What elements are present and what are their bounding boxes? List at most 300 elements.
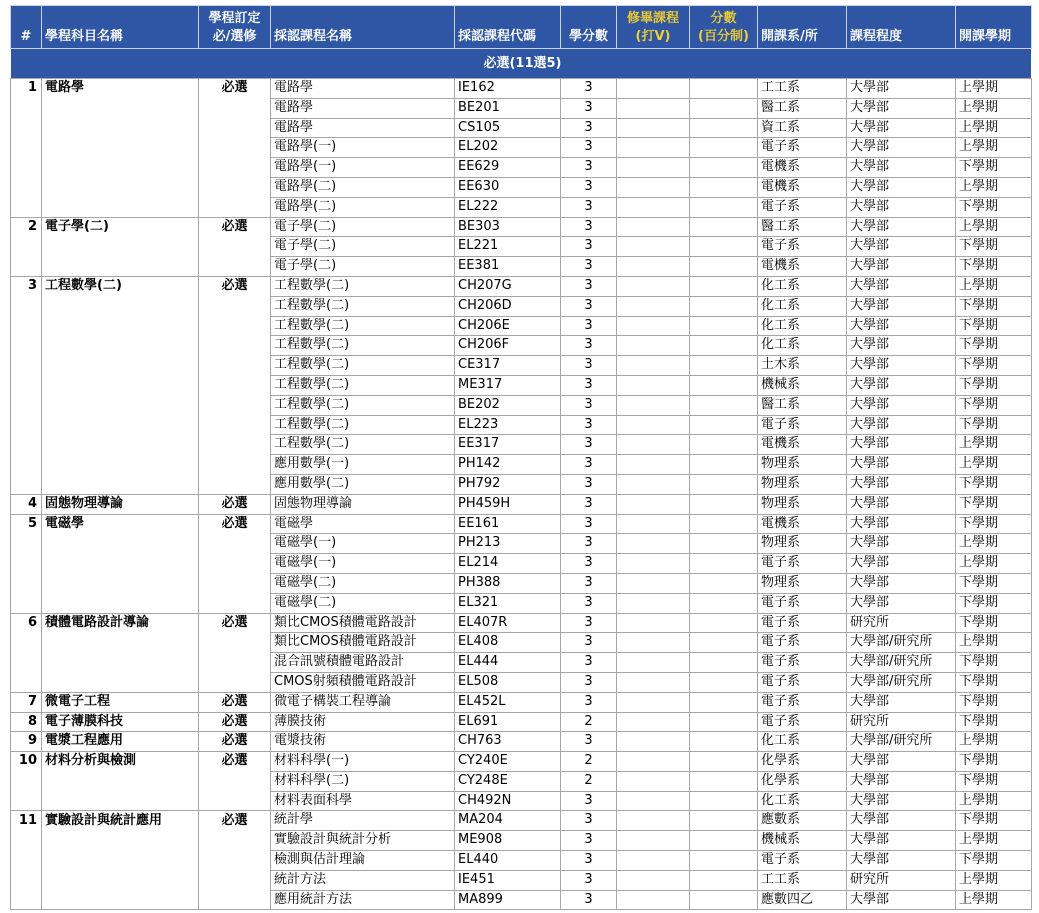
completed-checkbox-cell[interactable] [617, 435, 690, 455]
subject-name-cell [42, 633, 199, 653]
credits-cell: 3 [561, 375, 617, 395]
term-cell: 下學期 [956, 296, 1032, 316]
term-cell: 下學期 [956, 316, 1032, 336]
score-input-cell[interactable] [690, 633, 758, 653]
subject-name-cell [42, 534, 199, 554]
score-input-cell[interactable] [690, 474, 758, 494]
course-level-cell: 大學部 [847, 752, 956, 772]
group-number-cell: 11 [11, 811, 42, 831]
course-code-cell: CH206D [455, 296, 561, 316]
score-input-cell[interactable] [690, 276, 758, 296]
subject-name-cell [42, 554, 199, 574]
completed-checkbox-cell[interactable] [617, 692, 690, 712]
requirement-cell [199, 118, 271, 138]
term-cell: 下學期 [956, 237, 1032, 257]
credits-cell: 2 [561, 752, 617, 772]
credits-cell: 3 [561, 435, 617, 455]
score-input-cell[interactable] [690, 890, 758, 910]
credits-cell: 3 [561, 356, 617, 376]
department-cell: 工工系 [758, 79, 847, 99]
completed-checkbox-cell[interactable] [617, 455, 690, 475]
completed-checkbox-cell[interactable] [617, 593, 690, 613]
header-credits: 學分數 [561, 6, 617, 49]
course-level-cell: 大學部/研究所 [847, 653, 956, 673]
term-cell: 下學期 [956, 752, 1032, 772]
score-input-cell[interactable] [690, 435, 758, 455]
term-cell: 下學期 [956, 514, 1032, 534]
requirement-cell [199, 534, 271, 554]
requirement-cell [199, 98, 271, 118]
table-row [11, 177, 1032, 197]
completed-checkbox-cell[interactable] [617, 177, 690, 197]
credits-cell: 2 [561, 771, 617, 791]
credits-cell: 3 [561, 237, 617, 257]
completed-checkbox-cell[interactable] [617, 613, 690, 633]
course-level-cell: 大學部 [847, 831, 956, 851]
department-cell: 化工系 [758, 296, 847, 316]
requirement-cell [199, 870, 271, 890]
completed-checkbox-cell[interactable] [617, 375, 690, 395]
requirement-cell: 必選 [199, 494, 271, 514]
credits-cell: 3 [561, 870, 617, 890]
credits-cell: 2 [561, 712, 617, 732]
score-input-cell[interactable] [690, 811, 758, 831]
course-level-cell: 大學部 [847, 791, 956, 811]
table-row [11, 316, 1032, 336]
course-code-cell: PH792 [455, 474, 561, 494]
completed-checkbox-cell[interactable] [617, 732, 690, 752]
credits-cell: 3 [561, 534, 617, 554]
group-number-cell [11, 573, 42, 593]
department-cell: 物理系 [758, 474, 847, 494]
score-input-cell[interactable] [690, 593, 758, 613]
completed-checkbox-cell[interactable] [617, 336, 690, 356]
subject-name-cell: 固態物理導論 [42, 494, 199, 514]
score-input-cell[interactable] [690, 554, 758, 574]
score-input-cell[interactable] [690, 573, 758, 593]
score-input-cell[interactable] [690, 118, 758, 138]
subject-name-cell [42, 435, 199, 455]
course-level-cell: 大學部 [847, 336, 956, 356]
score-input-cell[interactable] [690, 870, 758, 890]
score-input-cell[interactable] [690, 217, 758, 237]
credits-cell: 3 [561, 474, 617, 494]
requirement-cell [199, 197, 271, 217]
header-num: # [11, 6, 42, 49]
course-name-cell: 工程數學(二) [271, 276, 455, 296]
score-input-cell[interactable] [690, 732, 758, 752]
course-code-cell: PH388 [455, 573, 561, 593]
credits-cell: 3 [561, 494, 617, 514]
course-code-cell: PH459H [455, 494, 561, 514]
subject-name-cell [42, 395, 199, 415]
table-row [11, 118, 1032, 138]
completed-checkbox-cell[interactable] [617, 771, 690, 791]
completed-checkbox-cell[interactable] [617, 851, 690, 871]
score-input-cell[interactable] [690, 672, 758, 692]
table-row [11, 79, 1032, 99]
subject-name-cell: 積體電路設計導論 [42, 613, 199, 633]
completed-checkbox-cell[interactable] [617, 494, 690, 514]
course-code-cell: CH492N [455, 791, 561, 811]
score-input-cell[interactable] [690, 356, 758, 376]
credits-cell: 3 [561, 98, 617, 118]
course-code-cell: EL408 [455, 633, 561, 653]
department-cell: 醫工系 [758, 98, 847, 118]
department-cell: 物理系 [758, 534, 847, 554]
course-code-cell: CH206E [455, 316, 561, 336]
course-level-cell: 大學部 [847, 435, 956, 455]
course-level-cell: 研究所 [847, 613, 956, 633]
completed-checkbox-cell[interactable] [617, 831, 690, 851]
department-cell: 應數四乙 [758, 890, 847, 910]
score-input-cell[interactable] [690, 138, 758, 158]
completed-checkbox-cell[interactable] [617, 752, 690, 772]
header-level: 課程程度 [847, 6, 956, 49]
course-name-cell: 工程數學(二) [271, 435, 455, 455]
completed-checkbox-cell[interactable] [617, 296, 690, 316]
course-code-cell: EL223 [455, 415, 561, 435]
course-code-cell: ME908 [455, 831, 561, 851]
table-row [11, 712, 1032, 732]
completed-checkbox-cell[interactable] [617, 138, 690, 158]
requirement-cell [199, 237, 271, 257]
table-row [11, 890, 1032, 910]
table-row [11, 573, 1032, 593]
requirement-cell [199, 653, 271, 673]
table-row [11, 692, 1032, 712]
course-name-cell: 電路學 [271, 79, 455, 99]
group-number-cell [11, 158, 42, 178]
group-number-cell [11, 336, 42, 356]
group-number-cell: 3 [11, 276, 42, 296]
score-input-cell[interactable] [690, 296, 758, 316]
group-number-cell [11, 98, 42, 118]
group-number-cell [11, 653, 42, 673]
course-name-cell: 工程數學(二) [271, 356, 455, 376]
table-row [11, 494, 1032, 514]
department-cell: 電子系 [758, 197, 847, 217]
score-input-cell[interactable] [690, 771, 758, 791]
group-number-cell [11, 554, 42, 574]
completed-checkbox-cell[interactable] [617, 653, 690, 673]
course-code-cell: EE317 [455, 435, 561, 455]
department-cell: 化工系 [758, 732, 847, 752]
group-number-cell [11, 138, 42, 158]
course-name-cell: 統計學 [271, 811, 455, 831]
subject-name-cell: 材料分析與檢測 [42, 752, 199, 772]
score-input-cell[interactable] [690, 514, 758, 534]
credits-cell: 3 [561, 811, 617, 831]
course-level-cell: 大學部 [847, 573, 956, 593]
completed-checkbox-cell[interactable] [617, 791, 690, 811]
course-name-cell: 電路學(二) [271, 197, 455, 217]
completed-checkbox-cell[interactable] [617, 514, 690, 534]
credits-cell: 3 [561, 672, 617, 692]
completed-checkbox-cell[interactable] [617, 158, 690, 178]
department-cell: 機械系 [758, 375, 847, 395]
score-input-cell[interactable] [690, 831, 758, 851]
completed-checkbox-cell[interactable] [617, 672, 690, 692]
subject-name-cell [42, 257, 199, 277]
requirement-cell: 必選 [199, 712, 271, 732]
requirement-cell [199, 395, 271, 415]
completed-checkbox-cell[interactable] [617, 79, 690, 99]
course-name-cell: 電磁學(二) [271, 573, 455, 593]
header-requirement-line1: 學程訂定 [208, 11, 261, 26]
table-row [11, 296, 1032, 316]
score-input-cell[interactable] [690, 653, 758, 673]
course-name-cell: 電子學(二) [271, 237, 455, 257]
subject-name-cell [42, 177, 199, 197]
score-input-cell[interactable] [690, 375, 758, 395]
completed-checkbox-cell[interactable] [617, 316, 690, 336]
requirement-cell [199, 316, 271, 336]
term-cell: 下學期 [956, 336, 1032, 356]
course-code-cell: CH763 [455, 732, 561, 752]
requirement-cell [199, 138, 271, 158]
group-number-cell [11, 455, 42, 475]
subject-name-cell: 電磁學 [42, 514, 199, 534]
term-cell: 上學期 [956, 217, 1032, 237]
subject-name-cell [42, 890, 199, 910]
term-cell: 下學期 [956, 474, 1032, 494]
group-number-cell [11, 851, 42, 871]
subject-name-cell [42, 455, 199, 475]
course-code-cell: EL691 [455, 712, 561, 732]
group-number-cell: 7 [11, 692, 42, 712]
completed-checkbox-cell[interactable] [617, 217, 690, 237]
completed-checkbox-cell[interactable] [617, 534, 690, 554]
table-row [11, 237, 1032, 257]
score-input-cell[interactable] [690, 395, 758, 415]
score-input-cell[interactable] [690, 415, 758, 435]
requirement-cell: 必選 [199, 752, 271, 772]
group-number-cell [11, 831, 42, 851]
group-number-cell [11, 534, 42, 554]
department-cell: 工工系 [758, 870, 847, 890]
course-name-cell: 電子學(二) [271, 257, 455, 277]
department-cell: 醫工系 [758, 217, 847, 237]
course-name-cell: 檢測與估計理論 [271, 851, 455, 871]
department-cell: 物理系 [758, 455, 847, 475]
course-name-cell: 工程數學(二) [271, 336, 455, 356]
course-code-cell: EL407R [455, 613, 561, 633]
course-code-cell: CH207G [455, 276, 561, 296]
group-number-cell [11, 395, 42, 415]
department-cell: 電子系 [758, 237, 847, 257]
score-input-cell[interactable] [690, 257, 758, 277]
term-cell: 上學期 [956, 554, 1032, 574]
score-input-cell[interactable] [690, 692, 758, 712]
course-name-cell: 工程數學(二) [271, 296, 455, 316]
score-input-cell[interactable] [690, 177, 758, 197]
group-number-cell [11, 356, 42, 376]
score-input-cell[interactable] [690, 316, 758, 336]
credits-cell: 3 [561, 79, 617, 99]
course-code-cell: EL202 [455, 138, 561, 158]
course-level-cell: 研究所 [847, 870, 956, 890]
course-level-cell: 大學部 [847, 771, 956, 791]
requirement-cell: 必選 [199, 514, 271, 534]
completed-checkbox-cell[interactable] [617, 98, 690, 118]
course-code-cell: IE451 [455, 870, 561, 890]
credits-cell: 3 [561, 653, 617, 673]
term-cell: 上學期 [956, 455, 1032, 475]
table-row [11, 554, 1032, 574]
term-cell: 下學期 [956, 356, 1032, 376]
score-input-cell[interactable] [690, 98, 758, 118]
course-level-cell: 大學部 [847, 890, 956, 910]
course-name-cell: 混合訊號積體電路設計 [271, 653, 455, 673]
course-name-cell: 電路學(一) [271, 158, 455, 178]
header-completed-line1: 修畢課程 [626, 11, 679, 26]
credits-cell: 3 [561, 316, 617, 336]
department-cell: 電機系 [758, 435, 847, 455]
requirement-cell: 必選 [199, 732, 271, 752]
completed-checkbox-cell[interactable] [617, 554, 690, 574]
score-input-cell[interactable] [690, 197, 758, 217]
score-input-cell[interactable] [690, 752, 758, 772]
table-row [11, 257, 1032, 277]
completed-checkbox-cell[interactable] [617, 415, 690, 435]
score-input-cell[interactable] [690, 791, 758, 811]
completed-checkbox-cell[interactable] [617, 633, 690, 653]
credits-cell: 3 [561, 732, 617, 752]
score-input-cell[interactable] [690, 613, 758, 633]
course-table [10, 5, 1032, 910]
completed-checkbox-cell[interactable] [617, 257, 690, 277]
requirement-cell [199, 375, 271, 395]
department-cell: 電子系 [758, 593, 847, 613]
group-number-cell [11, 316, 42, 336]
header-requirement [199, 6, 271, 49]
course-name-cell: 材料科學(一) [271, 752, 455, 772]
table-row [11, 455, 1032, 475]
completed-checkbox-cell[interactable] [617, 276, 690, 296]
credits-cell: 3 [561, 336, 617, 356]
score-input-cell[interactable] [690, 336, 758, 356]
table-row [11, 732, 1032, 752]
credits-cell: 3 [561, 890, 617, 910]
requirement-cell [199, 593, 271, 613]
course-level-cell: 大學部/研究所 [847, 672, 956, 692]
completed-checkbox-cell[interactable] [617, 870, 690, 890]
completed-checkbox-cell[interactable] [617, 237, 690, 257]
completed-checkbox-cell[interactable] [617, 573, 690, 593]
requirement-cell: 必選 [199, 613, 271, 633]
course-name-cell: 微電子構裝工程導論 [271, 692, 455, 712]
completed-checkbox-cell[interactable] [617, 474, 690, 494]
course-level-cell: 研究所 [847, 712, 956, 732]
course-name-cell: 實驗設計與統計分析 [271, 831, 455, 851]
group-number-cell [11, 415, 42, 435]
course-code-cell: EL440 [455, 851, 561, 871]
course-level-cell: 大學部 [847, 375, 956, 395]
requirement-cell [199, 851, 271, 871]
subject-name-cell [42, 197, 199, 217]
completed-checkbox-cell[interactable] [617, 890, 690, 910]
department-cell: 化學系 [758, 771, 847, 791]
score-input-cell[interactable] [690, 237, 758, 257]
credits-cell: 3 [561, 395, 617, 415]
credits-cell: 3 [561, 851, 617, 871]
credits-cell: 3 [561, 217, 617, 237]
course-level-cell: 大學部 [847, 118, 956, 138]
completed-checkbox-cell[interactable] [617, 395, 690, 415]
requirement-cell [199, 435, 271, 455]
table-row [11, 811, 1032, 831]
term-cell: 下學期 [956, 375, 1032, 395]
score-input-cell[interactable] [690, 158, 758, 178]
term-cell: 上學期 [956, 890, 1032, 910]
course-name-cell: 工程數學(二) [271, 395, 455, 415]
department-cell: 化工系 [758, 791, 847, 811]
department-cell: 電子系 [758, 554, 847, 574]
subject-name-cell [42, 356, 199, 376]
table-row [11, 158, 1032, 178]
term-cell: 下學期 [956, 257, 1032, 277]
header-score-line2: (百分制) [698, 29, 749, 44]
department-cell: 物理系 [758, 573, 847, 593]
department-cell: 資工系 [758, 118, 847, 138]
course-code-cell: CH206F [455, 336, 561, 356]
course-code-cell: BE202 [455, 395, 561, 415]
score-input-cell[interactable] [690, 534, 758, 554]
group-number-cell [11, 633, 42, 653]
score-input-cell[interactable] [690, 494, 758, 514]
course-level-cell: 大學部 [847, 257, 956, 277]
requirement-cell [199, 672, 271, 692]
department-cell: 電子系 [758, 415, 847, 435]
completed-checkbox-cell[interactable] [617, 118, 690, 138]
group-number-cell [11, 474, 42, 494]
completed-checkbox-cell[interactable] [617, 712, 690, 732]
course-level-cell: 大學部 [847, 197, 956, 217]
score-input-cell[interactable] [690, 79, 758, 99]
completed-checkbox-cell[interactable] [617, 197, 690, 217]
table-row [11, 395, 1032, 415]
course-level-cell: 大學部 [847, 455, 956, 475]
table-row [11, 197, 1032, 217]
course-level-cell: 大學部 [847, 851, 956, 871]
credits-cell: 3 [561, 791, 617, 811]
table-row [11, 771, 1032, 791]
score-input-cell[interactable] [690, 851, 758, 871]
subject-name-cell [42, 771, 199, 791]
completed-checkbox-cell[interactable] [617, 356, 690, 376]
credits-cell: 3 [561, 455, 617, 475]
subject-name-cell [42, 831, 199, 851]
header-department: 開課系/所 [758, 6, 847, 49]
header-completed-line2: (打V) [635, 29, 671, 44]
group-number-cell [11, 771, 42, 791]
completed-checkbox-cell[interactable] [617, 811, 690, 831]
subject-name-cell [42, 593, 199, 613]
subject-name-cell: 電子學(二) [42, 217, 199, 237]
course-code-cell: EE629 [455, 158, 561, 178]
table-row [11, 474, 1032, 494]
course-level-cell: 大學部 [847, 356, 956, 376]
score-input-cell[interactable] [690, 712, 758, 732]
subject-name-cell [42, 158, 199, 178]
score-input-cell[interactable] [690, 455, 758, 475]
header-subject: 學程科目名稱 [42, 6, 199, 49]
course-name-cell: 電路學(一) [271, 138, 455, 158]
course-code-cell: EE630 [455, 177, 561, 197]
term-cell: 上學期 [956, 98, 1032, 118]
group-number-cell [11, 375, 42, 395]
